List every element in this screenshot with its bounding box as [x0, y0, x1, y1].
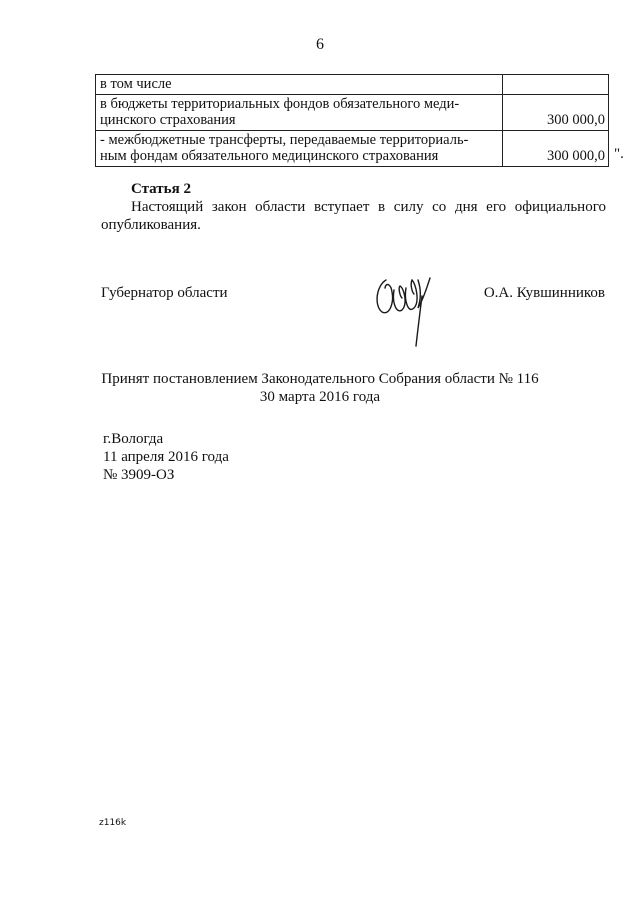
- table-cell-label: в том числе: [96, 75, 503, 95]
- adoption-date: 30 марта 2016 года: [259, 389, 381, 405]
- sign-date: 11 апреля 2016 года: [103, 449, 229, 465]
- closing-quote: ".: [614, 146, 624, 162]
- document-code: z116k: [99, 818, 127, 828]
- governor-name: О.А. Кувшинников: [483, 285, 605, 301]
- table-cell-value: 300 000,0: [503, 130, 609, 166]
- article-heading: Статья 2: [131, 181, 191, 197]
- handwritten-signature: [372, 262, 442, 352]
- table-row: [96, 75, 609, 95]
- adoption-line: Принят постановлением Законодательного Собрания области № 116: [101, 371, 539, 387]
- table-cell-label: - межбюджетные трансферты, передаваемые территориаль- ным фондам обязательного медицинского страхования: [96, 130, 503, 166]
- place-block: [103, 430, 229, 484]
- table-cell-label: в бюджеты территориальных фондов обязательного меди- цинского страхования: [96, 94, 503, 130]
- table-cell-value: 300 000,0: [503, 94, 609, 130]
- city: г.Вологда: [103, 431, 164, 447]
- table-row: [96, 130, 609, 166]
- table-cell-value: [503, 75, 609, 95]
- page-number: 6: [316, 36, 324, 53]
- article-text: Настоящий закон области вступает в силу со дня его официального опубликования.: [101, 199, 606, 233]
- adoption-note: [0, 370, 640, 406]
- governor-title: Губернатор области: [101, 285, 228, 301]
- law-number: № 3909-ОЗ: [103, 467, 175, 483]
- budget-table: [95, 74, 609, 167]
- table-row: [96, 94, 609, 130]
